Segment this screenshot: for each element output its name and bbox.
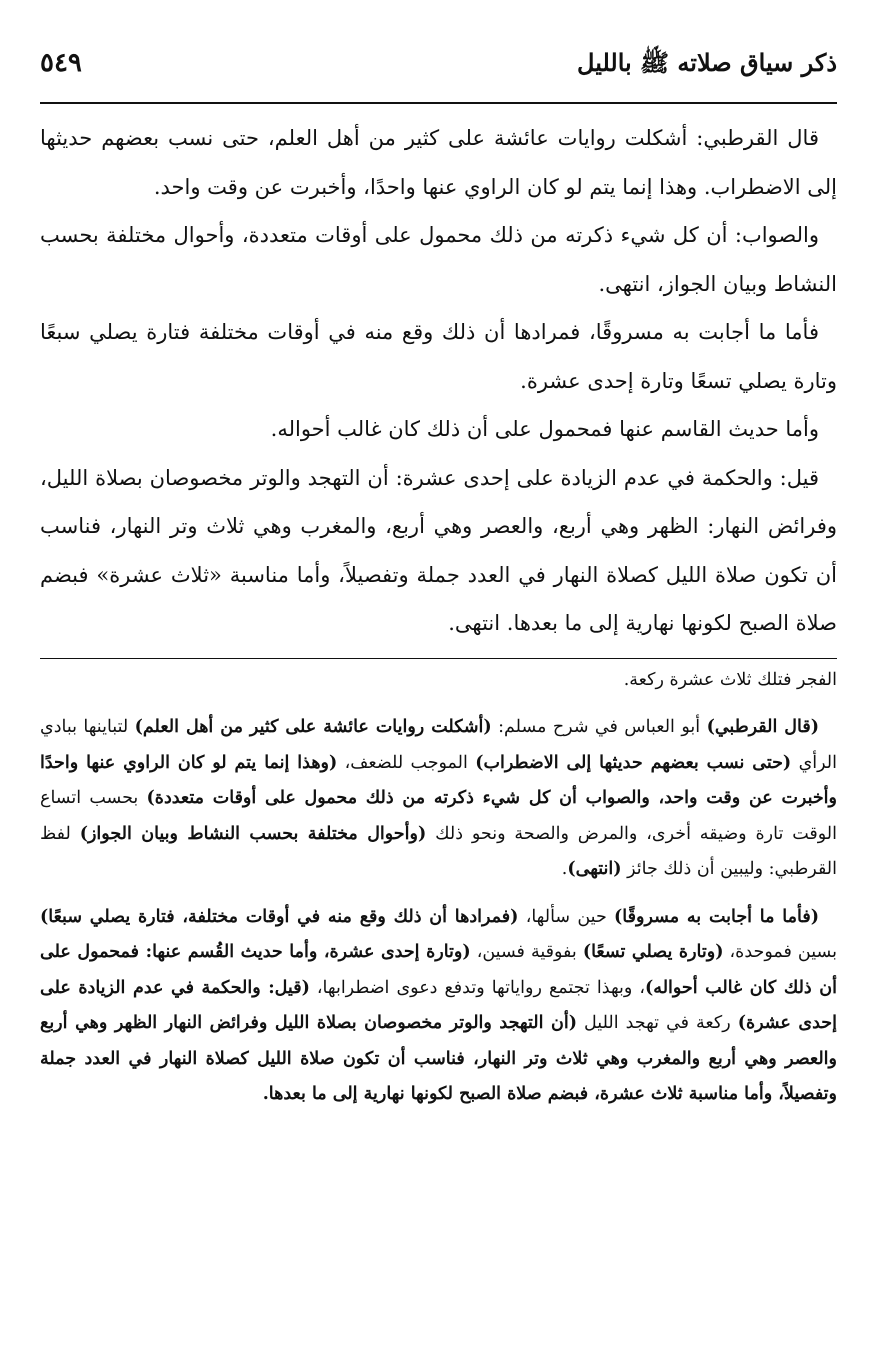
commentary-text: ركعة في تهجد الليل (577, 1013, 738, 1033)
quoted-text: (أن التهجد والوتر مخصوصان بصلاة الليل وفرائض النهار الظهر وهي أربع والعصر وهي أربع والمغرب وهي ثلاث وتر النهار، فناسب أن تكون صلاة الليل كصلاة النهار في العدد جملة وتفصيلاً، وأما مناسبة ثلاث عشرة، فبضم صلاة الصبح لكونها نهارية إلى ما بعدها. (40, 1013, 837, 1104)
commentary-text: حين سألها، (518, 906, 615, 927)
quoted-text: (فأما ما أجابت به مسروقًا) (614, 906, 819, 927)
commentary-paragraph (40, 900, 837, 1113)
quoted-text: (فمرادها أن ذلك وقع منه في أوقات مختلفة، فتارة يصلي سبعًا) (40, 906, 519, 927)
header-rule (40, 102, 837, 104)
main-paragraph: فأما ما أجابت به مسروقًا، فمرادها أن ذلك وقع منه في أوقات مختلفة فتارة يصلي سبعًا وتارة يصلي تسعًا وتارة إحدى عشرة. (40, 320, 837, 393)
commentary-text: لفظ القرطبي: وليبين أن ذلك جائز (40, 823, 837, 879)
main-paragraph: قال القرطبي: أشكلت روايات عائشة على كثير من أهل العلم، حتى نسب بعضهم حديثها إلى الاضطراب. وهذا إنما يتم لو كان الراوي عنها واحدًا، وأخبرت عن وقت واحد. (40, 126, 837, 199)
commentary-text: ، وبهذا تجتمع رواياتها وتدفع دعوى اضطرابها، (309, 977, 646, 998)
quoted-text: (قيل: والحكمة في عدم الزيادة على إحدى عشرة) (40, 977, 837, 1033)
main-text (40, 114, 837, 648)
commentary (40, 663, 837, 1113)
quoted-text: (وأحوال مختلفة بحسب النشاط وبيان الجواز) (79, 823, 427, 844)
quoted-text: (حتى نسب بعضهم حديثها إلى الاضطراب) (475, 752, 792, 773)
quoted-text: (انتهى) (567, 859, 622, 879)
quoted-text: (وتارة إحدى عشرة، وأما حديث القُسم عنها: فمحمول على أن ذلك كان غالب أحواله) (40, 942, 837, 998)
commentary-text: بفوقية فسين، (470, 942, 583, 962)
commentary-text: الموجب للضعف، (337, 752, 476, 773)
commentary-text: . (561, 859, 568, 879)
quoted-text: (وهذا إنما يتم لو كان الراوي عنها واحدًا وأخبرت عن وقت واحد، والصواب أن كل شيء ذكرته من ذلك محمول على أوقات متعددة) (40, 752, 837, 808)
commentary-line: الفجر فتلك ثلاث عشرة ركعة. (623, 669, 837, 690)
commentary-text: بحسب اتساع الوقت تارة وضيقه أخرى، والمرض والصحة ونحو ذلك (40, 788, 838, 844)
commentary-text: بسين فموحدة، (723, 942, 837, 962)
page-header (40, 48, 837, 96)
quoted-text: (قال القرطبي) (706, 717, 819, 737)
page-number: ٥٤٩ (40, 48, 82, 78)
main-paragraph: قيل: والحكمة في عدم الزيادة على إحدى عشرة: أن التهجد والوتر مخصوصان بصلاة الليل، وفرائض النهار: الظهر وهي أربع، والعصر وهي أربع، والمغرب وهي ثلاث وتر النهار، فناسب أن تكون صلاة الليل كصلاة النهار في العدد جملة وتفصيلاً، وأما مناسبة «ثلاث عشرة» فبضم صلاة الصبح لكونها نهارية إلى ما بعدها. انتهى. (40, 465, 837, 635)
commentary-text: لتباينها ببادي الرأي (40, 717, 837, 773)
running-title: ذكر سياق صلاته ﷺ بالليل (577, 48, 837, 77)
commentary-rule (40, 658, 837, 659)
quoted-text: (وتارة يصلي تسعًا) (582, 942, 724, 962)
main-paragraph: وأما حديث القاسم عنها فمحمول على أن ذلك كان غالب أحواله. (270, 417, 819, 441)
main-paragraph: والصواب: أن كل شيء ذكرته من ذلك محمول على أوقات متعددة، وأحوال مختلفة بحسب النشاط وبيان الجواز، انتهى. (40, 223, 837, 296)
commentary-text: أبو العباس في شرح مسلم: (491, 717, 707, 737)
commentary-paragraph (40, 710, 837, 888)
quoted-text: (أشكلت روايات عائشة على كثير من أهل العلم) (134, 717, 492, 737)
